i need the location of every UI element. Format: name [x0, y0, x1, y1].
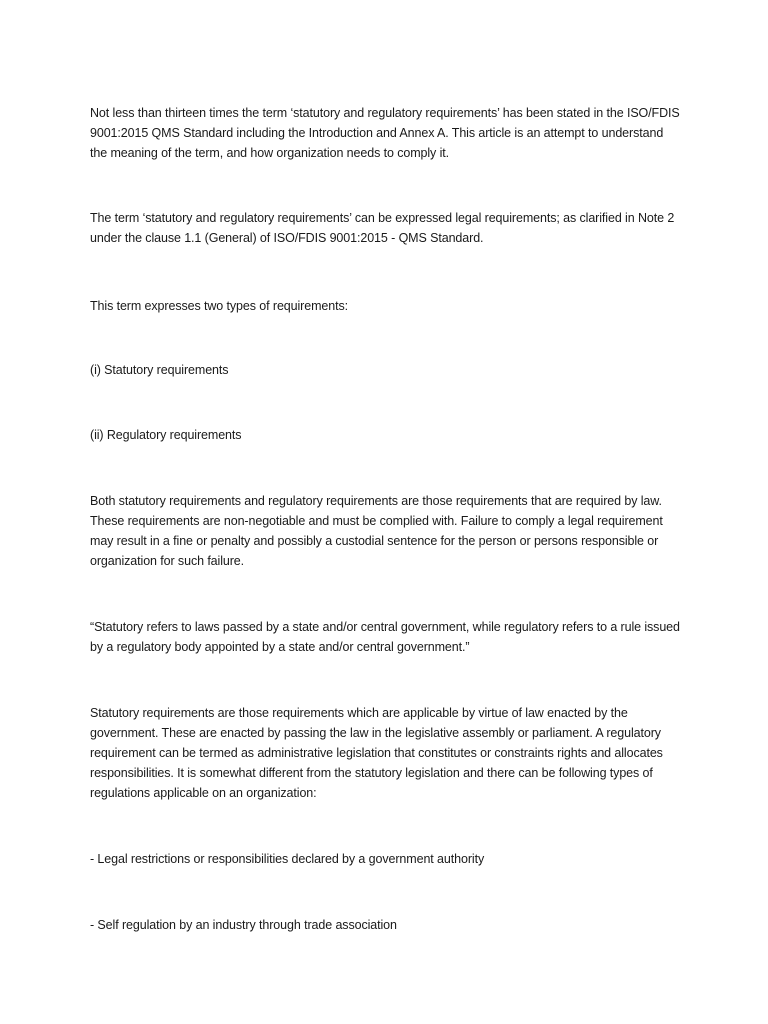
paragraph-intro: Not less than thirteen times the term ‘statutory and regulatory requirements’ has been stated in the ISO/FDIS 9001:2015 QMS Standard including the Introduction and Annex A. This article is an attempt to understand the meaning of the term, and how organization needs to comply it.: [90, 105, 680, 160]
paragraph-two-types: This term expresses two types of requirements:: [90, 298, 348, 313]
paragraph-both-requirements: Both statutory requirements and regulatory requirements are those requirements that are required by law. These requirements are non-negotiable and must be complied with. Failure to comply a legal requirement may result in a fine or penalty and possibly a custodial sentence for the person or persons responsible or organization for such failure.: [90, 493, 663, 568]
bullet-self-regulation: - Self regulation by an industry through trade association: [90, 917, 397, 932]
paragraph-statutory-explained: Statutory requirements are those requirements which are applicable by virtue of law enacted by the government. These are enacted by passing the law in the legislative assembly or parliament. A regulatory requirement can be termed as administrative legislation that constitutes or constraints rights and allocates responsibilities. It is somewhat different from the statutory legislation and there can be following types of regulations applicable on an organization:: [90, 705, 663, 800]
list-item-regulatory: (ii) Regulatory requirements: [90, 427, 242, 442]
paragraph-term-definition: The term ‘statutory and regulatory requirements’ can be expressed legal requirements; as clarified in Note 2 under the clause 1.1 (General) of ISO/FDIS 9001:2015 - QMS Standard.: [90, 210, 675, 245]
paragraph-quote: “Statutory refers to laws passed by a state and/or central government, while regulatory refers to a rule issued by a regulatory body appointed by a state and/or central government.”: [90, 619, 680, 654]
bullet-legal-restrictions: - Legal restrictions or responsibilities declared by a government authority: [90, 851, 485, 866]
list-item-statutory: (i) Statutory requirements: [90, 362, 229, 377]
